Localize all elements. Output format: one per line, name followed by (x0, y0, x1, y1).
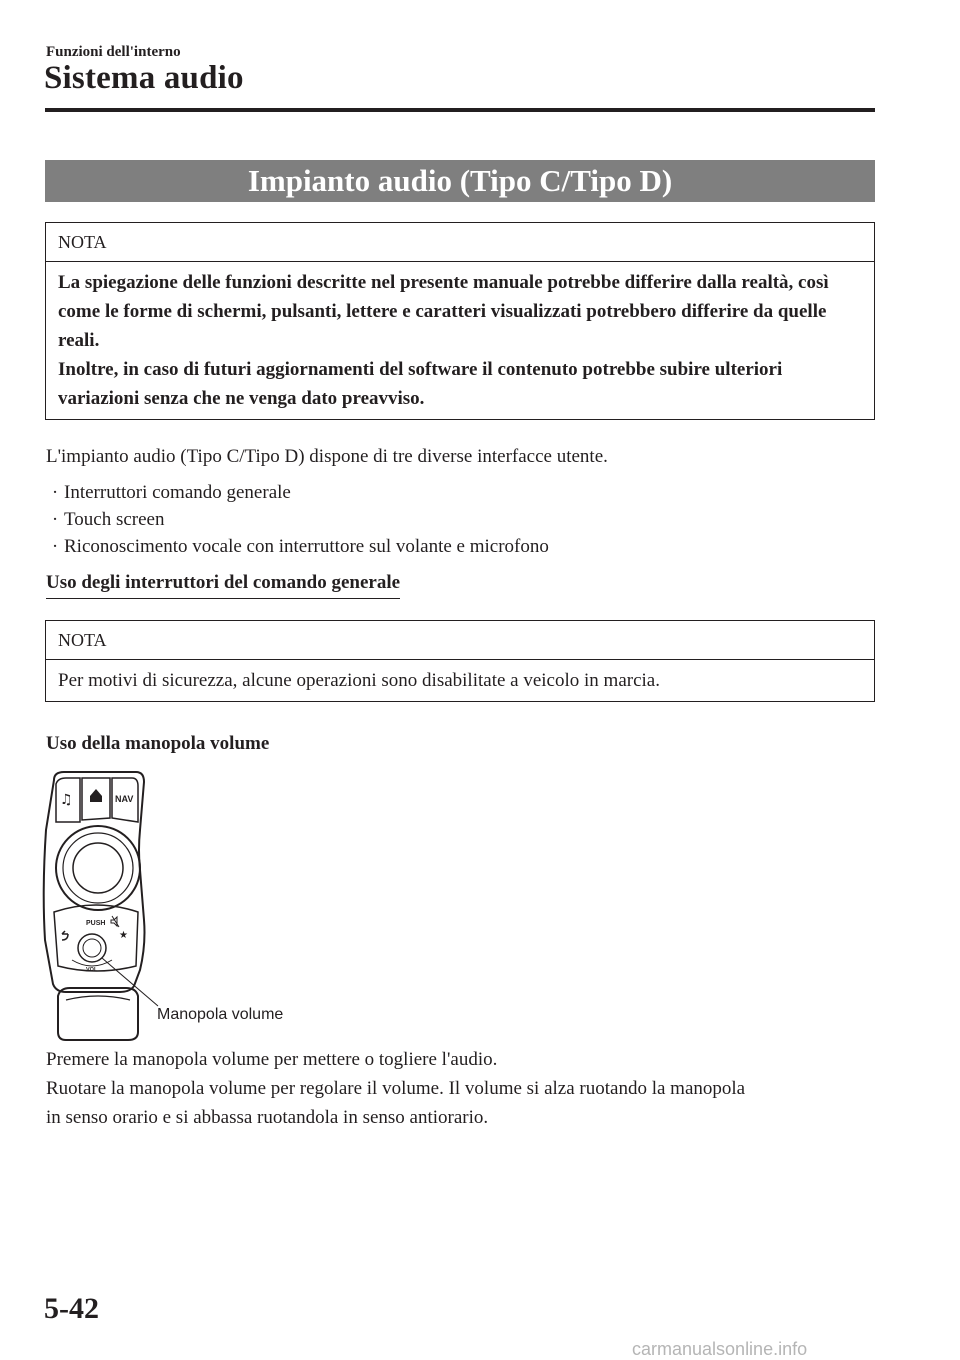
list-item-text: Interruttori comando generale (64, 482, 291, 503)
back-arrow-icon (62, 931, 68, 940)
bullet-icon: · (51, 482, 59, 503)
star-icon: ★ (119, 930, 128, 941)
body-paragraph-line: in senso orario e si abbassa ruotandola in senso antiorario. (46, 1107, 489, 1128)
bullet-icon: · (51, 509, 59, 530)
note-heading: NOTA (46, 223, 874, 262)
list-item (46, 533, 549, 560)
header-rule (45, 108, 875, 112)
home-icon (90, 789, 102, 802)
music-note-icon: ♫ (60, 792, 73, 808)
section-label: Funzioni dell'interno (46, 44, 181, 60)
volume-knob[interactable] (78, 934, 106, 962)
list-item-text: Riconoscimento vocale con interruttore sul volante e microfono (64, 536, 549, 557)
commander-switch-illustration (40, 770, 160, 1042)
note-box-safety (45, 620, 875, 702)
note-paragraph: Inoltre, in caso di futuri aggiornamenti del software il contenuto potrebbe subire ulteriori variazioni senza che ne venga dato preavviso. (58, 359, 783, 409)
vol-label: VOL (86, 967, 98, 973)
section-title: Sistema audio (44, 60, 244, 96)
note-paragraph: La spiegazione delle funzioni descritte nel presente manuale potrebbe differire dalla realtà, così come le forme di schermi, pulsanti, lettere e caratteri visualizzati potrebbero differire da quelle reali. (58, 272, 829, 351)
list-item (46, 506, 164, 533)
note-heading: NOTA (46, 621, 874, 660)
note-body (46, 262, 874, 419)
bullet-icon: · (51, 536, 59, 557)
list-item (46, 479, 291, 506)
intro-text: L'impianto audio (Tipo C/Tipo D) dispone di tre diverse interfacce utente. (46, 446, 608, 467)
note-box-disclaimer (45, 222, 875, 420)
note-paragraph: Per motivi di sicurezza, alcune operazioni sono disabilitate a veicolo in marcia. (58, 670, 660, 691)
body-paragraph-line: Ruotare la manopola volume per regolare il volume. Il volume si alza ruotando la manopola (46, 1078, 746, 1099)
mute-icon (111, 916, 119, 927)
subheading-volume: Uso della manopola volume (46, 733, 270, 754)
illustration-caption: Manopola volume (157, 1006, 284, 1023)
watermark: carmanualsonline.info (632, 1339, 808, 1359)
note-body (46, 660, 874, 701)
page-number: 5-42 (44, 1292, 99, 1325)
page-title: Impianto audio (Tipo C/Tipo D) (45, 160, 875, 202)
body-paragraph-line: Premere la manopola volume per mettere o togliere l'audio. (46, 1049, 498, 1070)
list-item-text: Touch screen (64, 509, 165, 530)
subheading-commander: Uso degli interruttori del comando generale (46, 572, 400, 599)
push-label: PUSH (86, 920, 106, 927)
nav-button-label: NAV (115, 794, 134, 804)
